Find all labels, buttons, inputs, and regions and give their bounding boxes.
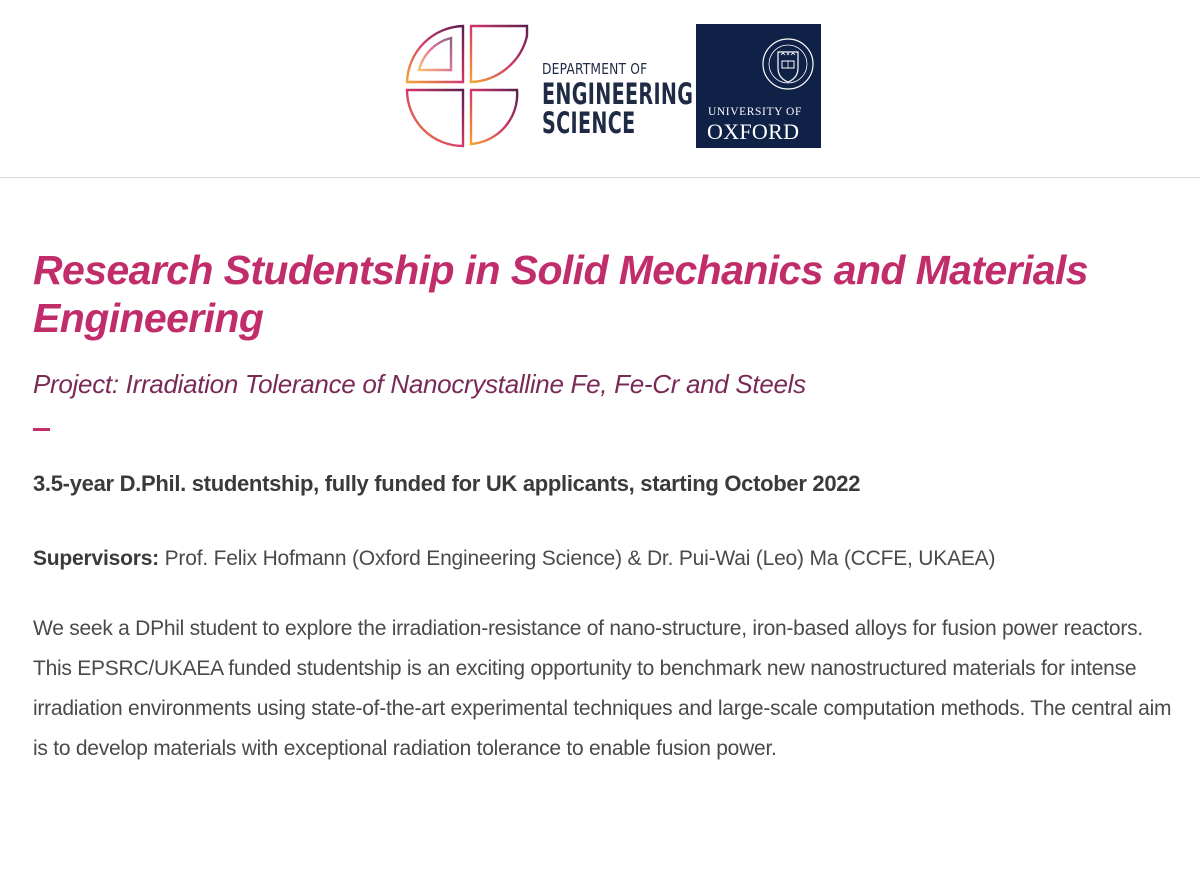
oxford-logo — [696, 24, 821, 148]
accent-divider — [33, 428, 50, 431]
article-content — [33, 246, 1173, 769]
page-header — [0, 0, 1200, 178]
department-name-line2: ENGINEERING — [542, 77, 694, 111]
description-paragraph: We seek a DPhil student to explore the irradiation-resistance of nano-structure, iron-based alloys for fusion power reactors. This EPSRC/UKAEA funded studentship is an exciting opportunity to benchmark new nanostructured materials for intense irradiation environments using state-of-the-art experimental techniques and large-scale computation methods. The central aim is to develop materials with exceptional radiation tolerance to enable fusion power. — [33, 617, 1172, 760]
page-title: Research Studentship in Solid Mechanics and Materials Engineering — [33, 247, 1088, 341]
project-subtitle: Project: Irradiation Tolerance of Nanocrystalline Fe, Fe-Cr and Steels — [33, 369, 806, 399]
department-name-line1: DEPARTMENT OF — [542, 60, 648, 78]
supervisors-names: Prof. Felix Hofmann (Oxford Engineering Science) & Dr. Pui-Wai (Leo) Ma (CCFE, UKAEA) — [158, 547, 996, 570]
oxford-crest-icon — [760, 34, 816, 104]
department-name-line3: SCIENCE — [542, 106, 636, 140]
supervisors-label: Supervisors: — [33, 547, 159, 570]
oxford-logo-line2: OXFORD — [707, 119, 800, 144]
oxford-logo-line1: UNIVERSITY OF — [708, 106, 802, 118]
supervisors-line — [33, 547, 1173, 571]
funding-summary: 3.5-year D.Phil. studentship, fully funded for UK applicants, starting October 2022 — [33, 471, 861, 496]
engineering-science-logo-icon — [403, 22, 531, 150]
